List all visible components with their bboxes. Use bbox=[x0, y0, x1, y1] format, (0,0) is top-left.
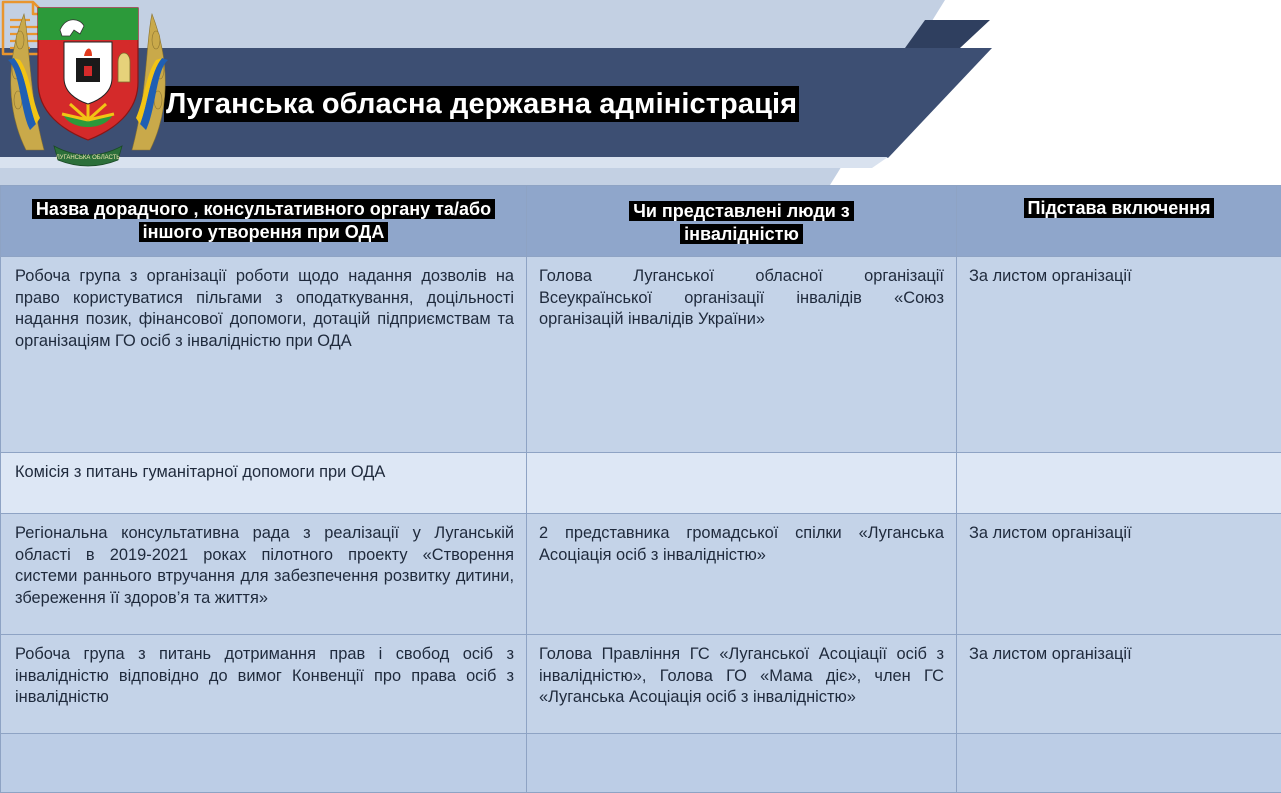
table-row bbox=[1, 734, 1281, 793]
cell-representation: Голова Луганської обласної організації Всеукраїнської організації інвалідів «Союз організацій інвалідів України» bbox=[527, 257, 957, 453]
table-row bbox=[1, 257, 1281, 453]
cell-representation bbox=[527, 453, 957, 514]
cell-basis: За листом організації bbox=[957, 635, 1281, 734]
cell-name: Робоча група з організації роботи щодо надання дозволів на право користуватися пільгами з оподаткування, доцільності надання позик, фінансової допомоги, дотацій підприємствам та організаціям ГО осіб з інвалідністю при ОДА bbox=[1, 257, 527, 453]
advisory-bodies-table bbox=[0, 185, 1281, 793]
cell-name: Регіональна консультативна рада з реалізації у Луганській області в 2019-2021 роках пілотного проекту «Створення системи раннього втручання для забезпечення розвитку дитини, збереження її здоров’я та життя» bbox=[1, 514, 527, 635]
table-row bbox=[1, 514, 1281, 635]
column-header-basis: Підстава включення bbox=[957, 186, 1281, 257]
cell-representation: Голова Правління ГС «Луганської Асоціації осіб з інвалідністю», Голова ГО «Мама діє», член ГС «Луганська Асоціація осіб з інвалідністю» bbox=[527, 635, 957, 734]
header-banner bbox=[0, 0, 1281, 185]
cell-basis bbox=[957, 453, 1281, 514]
cell-name bbox=[1, 734, 527, 793]
cell-basis: За листом організації bbox=[957, 257, 1281, 453]
cell-representation: 2 представника громадської спілки «Луганська Асоціація осіб з інвалідністю» bbox=[527, 514, 957, 635]
column-header-name: Назва дорадчого , консультативного органу та/або іншого утворення при ОДА bbox=[1, 186, 527, 257]
table-header-row bbox=[1, 186, 1281, 257]
emblem-ribbon-text: ЛУГАНСЬКА ОБЛАСТЬ bbox=[56, 155, 121, 161]
cell-name: Робоча група з питань дотримання прав і свобод осіб з інвалідністю відповідно до вимог Конвенції про права осіб з інвалідністю bbox=[1, 635, 527, 734]
page-title: Луганська обласна державна адміністрація bbox=[164, 86, 799, 122]
coat-of-arms-icon bbox=[0, 0, 176, 176]
cell-basis: За листом організації bbox=[957, 514, 1281, 635]
cell-basis bbox=[957, 734, 1281, 793]
column-header-representation: Чи представлені люди з інвалідністю bbox=[527, 186, 957, 257]
cell-name: Комісія з питань гуманітарної допомоги при ОДА bbox=[1, 453, 527, 514]
cell-representation bbox=[527, 734, 957, 793]
table-row bbox=[1, 453, 1281, 514]
